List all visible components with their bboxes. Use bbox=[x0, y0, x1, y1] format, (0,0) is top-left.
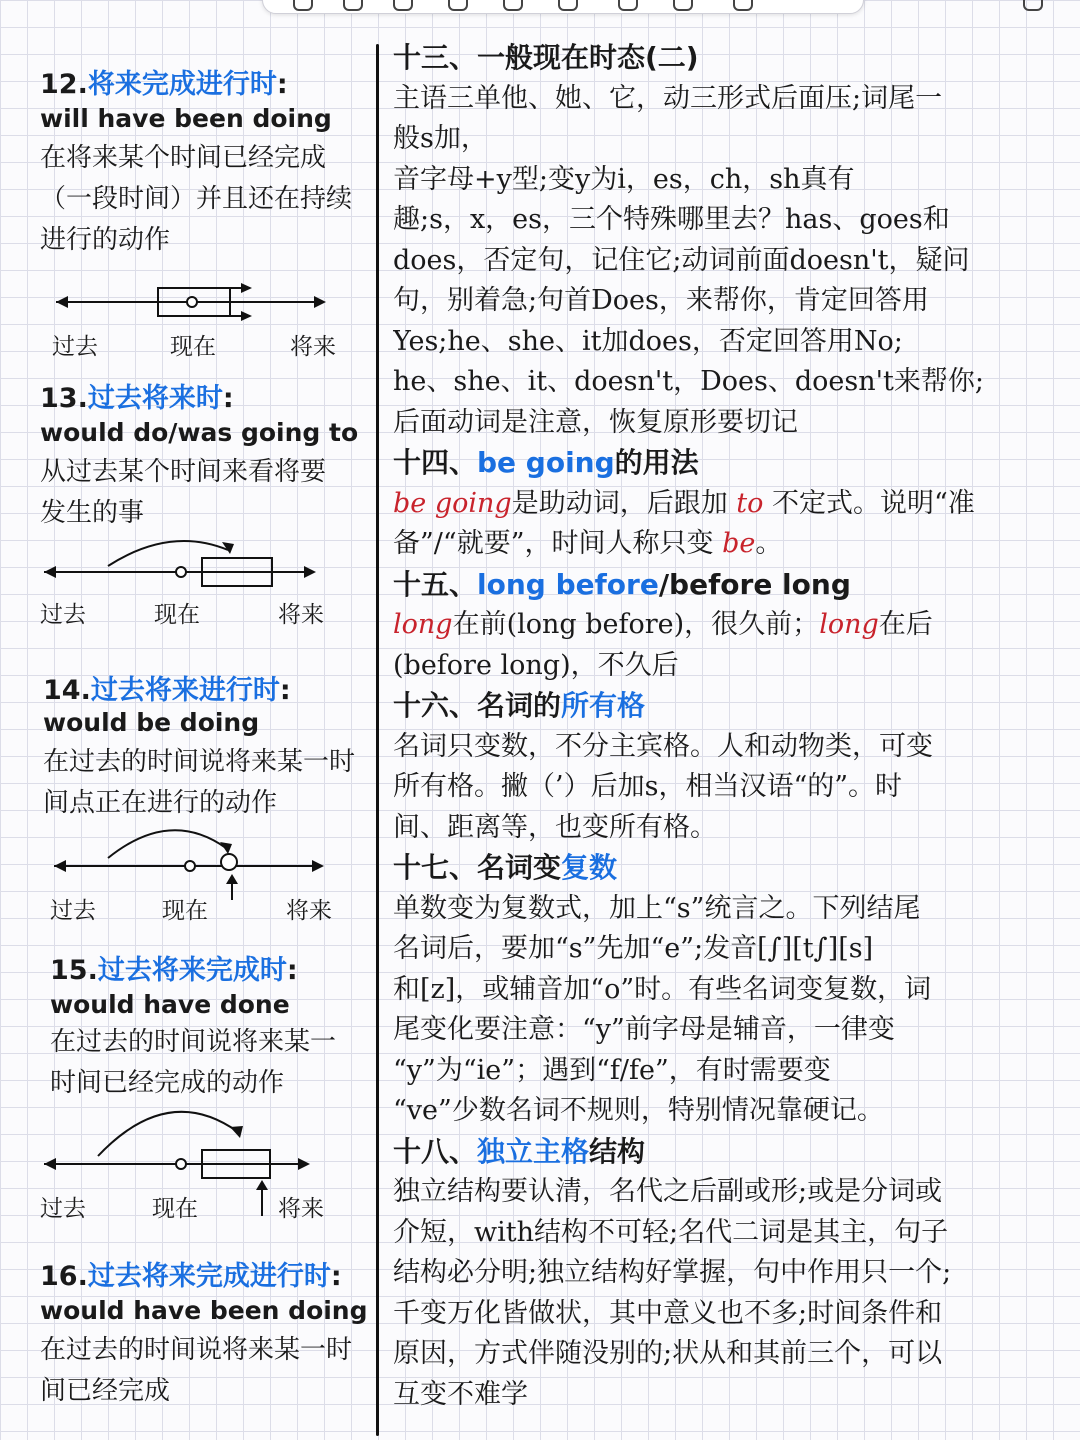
section-name: 过去将来完成时 bbox=[97, 955, 287, 986]
highlight-text: be bbox=[722, 528, 756, 559]
more-icon[interactable] bbox=[733, 0, 753, 11]
highlight-text: long bbox=[819, 609, 879, 640]
line-text: 。 bbox=[755, 528, 783, 559]
section-title-13 bbox=[40, 376, 234, 415]
line-text: 是助动词，后跟加 bbox=[511, 487, 737, 519]
section-title-14 bbox=[43, 668, 291, 707]
text-line: 主语三单他、她、它，动三形式后面压;词尾一 bbox=[393, 82, 943, 114]
description-13: 从过去某个时间来看将要发生的事 bbox=[40, 457, 327, 528]
line-text: 备”/“就要”，时间人称只变 bbox=[393, 528, 723, 559]
block-17 bbox=[393, 889, 1073, 1132]
text-line: 所有格。撇（’）后加s，相当汉语“的”。时 bbox=[393, 771, 903, 802]
section-colon: : bbox=[279, 675, 291, 706]
block-16 bbox=[393, 727, 1073, 849]
description-15: 在过去的时间说将来某一时间已经完成的动作 bbox=[50, 1027, 337, 1098]
block-13 bbox=[393, 79, 1073, 444]
line-14-2 bbox=[393, 524, 1073, 565]
shape-icon[interactable] bbox=[503, 0, 523, 11]
heading-highlight: be going bbox=[477, 446, 615, 479]
timeline-14 bbox=[0, 810, 376, 925]
heading-highlight: long before bbox=[477, 567, 659, 601]
label-past: 过去 bbox=[50, 898, 96, 924]
section-name: 将来完成进行时 bbox=[87, 69, 277, 100]
section-colon: : bbox=[330, 1261, 342, 1292]
heading-14 bbox=[393, 443, 1073, 484]
line-15-1 bbox=[393, 605, 1073, 646]
text-line: 单数变为复数式，加上“s”统言之。下列结尾 bbox=[393, 892, 921, 924]
section-title-15 bbox=[50, 948, 298, 987]
heading-prefix: 十四、 bbox=[393, 446, 478, 479]
label-present: 现在 bbox=[162, 898, 208, 924]
formula-16: would have been doing bbox=[40, 1296, 368, 1325]
heading-prefix: 十六、名词的 bbox=[393, 689, 562, 722]
section-name: 过去将来进行时 bbox=[90, 675, 280, 706]
image-icon[interactable] bbox=[618, 0, 638, 11]
text-line: 趣;s，x，es，三个特殊哪里去？has、goes和 bbox=[393, 204, 950, 235]
description-14: 在过去的时间说将来某一时间点正在进行的动作 bbox=[43, 747, 356, 818]
heading-prefix: 十八、 bbox=[393, 1134, 478, 1168]
timeline-15 bbox=[0, 1100, 376, 1225]
heading-13: 十三、一般现在时态(二) bbox=[393, 41, 699, 74]
heading-prefix: 十七、名词变 bbox=[393, 851, 562, 884]
heading-15 bbox=[393, 565, 1073, 606]
section-number: 16. bbox=[40, 1261, 88, 1292]
highlight-text: to bbox=[736, 487, 764, 519]
description-16: 在过去的时间说将来某一时间已经完成 bbox=[40, 1335, 353, 1406]
formula-15: would have done bbox=[50, 990, 290, 1019]
text-line: he、she、it、doesn't，Does、doesn't来帮你; bbox=[393, 366, 984, 397]
section-name: 过去将来完成进行时 bbox=[87, 1261, 331, 1292]
heading-highlight: 所有格 bbox=[561, 689, 646, 722]
line-text: 在后 bbox=[878, 609, 933, 640]
label-past: 过去 bbox=[40, 602, 86, 628]
section-number: 15. bbox=[50, 955, 98, 986]
text-line: 名词后，要加“s”先加“e”;发音[∫][t∫][s] bbox=[393, 933, 874, 964]
eraser-icon[interactable] bbox=[448, 0, 468, 11]
section-title-12 bbox=[40, 62, 288, 101]
label-present: 现在 bbox=[154, 602, 200, 628]
label-future: 将来 bbox=[290, 334, 336, 360]
section-colon: : bbox=[222, 383, 234, 414]
timeline-13 bbox=[0, 530, 376, 630]
highlight-text: be going bbox=[393, 487, 512, 519]
label-past: 过去 bbox=[52, 334, 98, 360]
lasso-icon[interactable] bbox=[558, 0, 578, 11]
line-text: 在前(long before)，很久前； bbox=[452, 609, 820, 640]
label-present: 现在 bbox=[152, 1196, 198, 1222]
text-line: 间、距离等，也变所有格。 bbox=[393, 811, 717, 843]
section-number: 14. bbox=[43, 675, 91, 706]
marker-icon[interactable] bbox=[393, 0, 413, 11]
text-line: 独立结构要认清，名代之后副或形;或是分词或 bbox=[393, 1176, 943, 1207]
timeline-12 bbox=[0, 280, 376, 360]
text-line: “y”为“ie”；遇到“f/fe”，有时需要变 bbox=[393, 1054, 831, 1086]
heading-highlight: 复数 bbox=[561, 851, 618, 884]
heading-17 bbox=[393, 848, 1073, 889]
heading-suffix: 结构 bbox=[589, 1134, 646, 1168]
text-line: 结构必分明;独立结构好掌握，句中作用只一个; bbox=[393, 1257, 952, 1288]
text-line: 名词只变数，不分主宾格。人和动物类，可变 bbox=[393, 730, 933, 762]
section-title-16 bbox=[40, 1254, 342, 1293]
text-line: 音字母+y型;变y为i，es，ch，sh真有 bbox=[393, 163, 855, 195]
label-future: 将来 bbox=[278, 602, 324, 628]
heading-highlight: 独立主格 bbox=[477, 1134, 590, 1168]
text-line: 原因，方式伴随没别的;状从和其前三个，可以 bbox=[393, 1338, 943, 1369]
text-line: 互变不难学 bbox=[393, 1378, 528, 1410]
right-column bbox=[393, 38, 1073, 1415]
section-colon: : bbox=[286, 955, 298, 986]
label-past: 过去 bbox=[40, 1196, 86, 1222]
heading-suffix: /before long bbox=[658, 567, 851, 601]
text-line: 千变万化皆做状，其中意义也不多;时间条件和 bbox=[393, 1297, 943, 1329]
close-icon[interactable] bbox=[1023, 0, 1043, 11]
line-text: 不定式。说明“准 bbox=[763, 487, 975, 519]
line-15-2: (before long)，不久后 bbox=[393, 649, 679, 681]
text-line: 尾变化要注意：“y”前字母是辅音，一律变 bbox=[393, 1014, 895, 1045]
text-line: 般s加， bbox=[393, 123, 488, 154]
text-line: 句，别着急;句首Does，来帮你，肯定回答用 bbox=[393, 285, 929, 316]
left-column bbox=[0, 0, 376, 1440]
section-colon: : bbox=[276, 69, 288, 100]
text-line: 后面动词是注意，恢复原形要切记 bbox=[393, 406, 798, 438]
text-line: does，否定句，记住它;动词前面doesn't，疑问 bbox=[393, 244, 970, 276]
label-future: 将来 bbox=[286, 898, 332, 924]
text-icon[interactable] bbox=[673, 0, 693, 11]
text-line: “ve”少数名词不规则，特别情况靠硬记。 bbox=[393, 1095, 884, 1126]
text-line: Yes;he、she、it加does，否定回答用No; bbox=[393, 325, 903, 357]
formula-12: will have been doing bbox=[40, 104, 332, 133]
text-line: 和[z]，或辅音加“o”时。有些名词变复数，词 bbox=[393, 973, 932, 1005]
text-line: 介短，with结构不可轻;名代二词是其主，句子 bbox=[393, 1216, 949, 1248]
section-number: 13. bbox=[40, 383, 88, 414]
heading-18 bbox=[393, 1132, 1073, 1173]
highlight-text: long bbox=[393, 609, 453, 640]
block-18 bbox=[393, 1172, 1073, 1415]
description-12: 在将来某个时间已经完成（一段时间）并且还在持续进行的动作 bbox=[40, 143, 353, 255]
heading-16 bbox=[393, 686, 1073, 727]
heading-prefix: 十五、 bbox=[393, 567, 478, 601]
section-name: 过去将来时 bbox=[87, 383, 223, 414]
line-14-1 bbox=[393, 484, 1073, 525]
label-future: 将来 bbox=[278, 1196, 324, 1222]
formula-13: would do/was going to bbox=[40, 418, 359, 447]
section-number: 12. bbox=[40, 69, 88, 100]
formula-14: would be doing bbox=[43, 708, 260, 737]
column-divider bbox=[376, 44, 379, 1436]
label-present: 现在 bbox=[170, 334, 216, 360]
heading-suffix: 的用法 bbox=[614, 446, 699, 479]
